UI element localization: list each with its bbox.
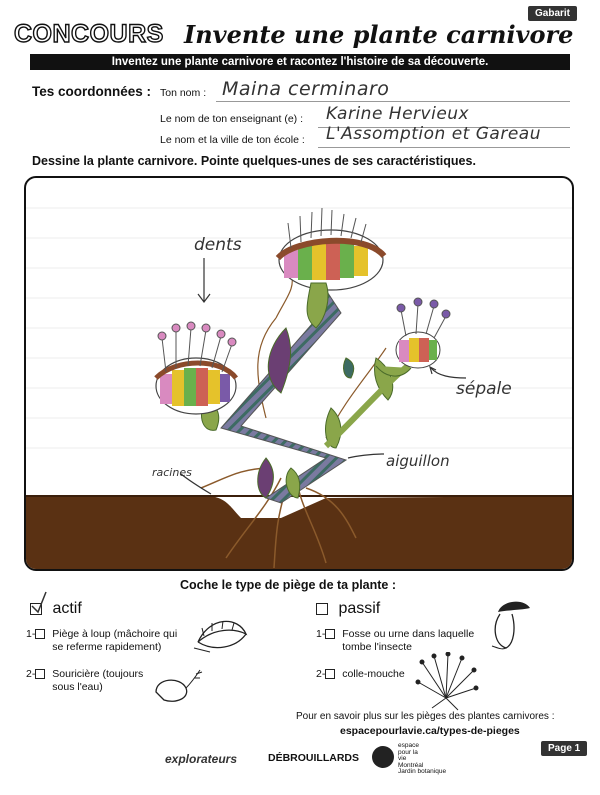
- actif-option-2[interactable]: 2- Souricière (toujours sous l'eau): [26, 668, 144, 693]
- passif-option-2-checkbox[interactable]: [325, 669, 335, 679]
- logo-debrouillards: DÉBROUILLARDS: [268, 752, 359, 764]
- teacher-value[interactable]: Karine Hervieux: [326, 104, 470, 124]
- sundew-icon: [412, 652, 482, 712]
- trap-question: Coche le type de piège de ta plante :: [180, 578, 397, 592]
- logo-espace-pour-la-vie: espace pour la vie Montréal Jardin botanique: [398, 742, 447, 775]
- name-label: Ton nom :: [160, 87, 207, 99]
- venus-flytrap-icon: [190, 612, 250, 656]
- pitcher-plant-icon: [478, 598, 544, 652]
- page-title: Invente une plante carnivore: [184, 20, 574, 49]
- actif-label: actif: [52, 600, 82, 617]
- school-value[interactable]: L'Assomption et Gareau: [326, 124, 541, 144]
- stem: [221, 278, 346, 503]
- passif-option-2[interactable]: 2- colle-mouche: [316, 668, 405, 680]
- passif-option-1-checkbox[interactable]: [325, 629, 335, 639]
- left-trap: [156, 322, 236, 414]
- subtitle-bar: Inventez une plante carnivore et racontez l'histoire de sa découverte.: [30, 54, 570, 70]
- espace-pour-la-vie-logo-icon: [372, 746, 394, 768]
- teacher-label: Le nom de ton enseignant (e) :: [160, 113, 304, 125]
- label-racines: racines: [152, 466, 192, 479]
- label-aiguillon: aiguillon: [386, 452, 450, 470]
- label-sepale: sépale: [456, 379, 512, 399]
- gabarit-tag: Gabarit: [528, 6, 577, 21]
- actif-option-2-checkbox[interactable]: [35, 669, 45, 679]
- page-number: Page 1: [541, 741, 587, 756]
- title-row: [14, 20, 586, 54]
- actif-option-1-checkbox[interactable]: [35, 629, 45, 639]
- right-trap: [376, 298, 450, 376]
- logo-explorateurs: explorateurs: [165, 752, 238, 766]
- label-dents: dents: [194, 235, 242, 255]
- plant-drawing: [26, 178, 572, 569]
- soil: [26, 496, 572, 569]
- info-text: Pour en savoir plus sur les pièges des plantes carnivores :: [296, 711, 555, 722]
- contest-logo: CONCOURS: [14, 20, 164, 48]
- coords-section-label: Tes coordonnées :: [32, 84, 152, 99]
- school-label: Le nom et la ville de ton école :: [160, 134, 305, 146]
- name-value[interactable]: Maina cerminaro: [222, 78, 390, 100]
- bladderwort-icon: [150, 664, 204, 708]
- passif-label: passif: [338, 600, 381, 617]
- check-mark-icon: [28, 590, 52, 616]
- passif-option[interactable]: [316, 600, 380, 618]
- passif-option-1[interactable]: 1- Fosse ou urne dans laquelle tombe l'insecte: [316, 628, 475, 653]
- info-link[interactable]: espacepourlavie.ca/types-de-pieges: [340, 725, 520, 737]
- passif-checkbox[interactable]: [316, 603, 328, 615]
- drawing-instruction: Dessine la plante carnivore. Pointe quelques-unes de ses caractéristiques.: [32, 154, 476, 168]
- actif-option-1[interactable]: 1- Piège à loup (mâchoire qui se referme rapidement): [26, 628, 178, 653]
- drawing-area[interactable]: [24, 176, 574, 571]
